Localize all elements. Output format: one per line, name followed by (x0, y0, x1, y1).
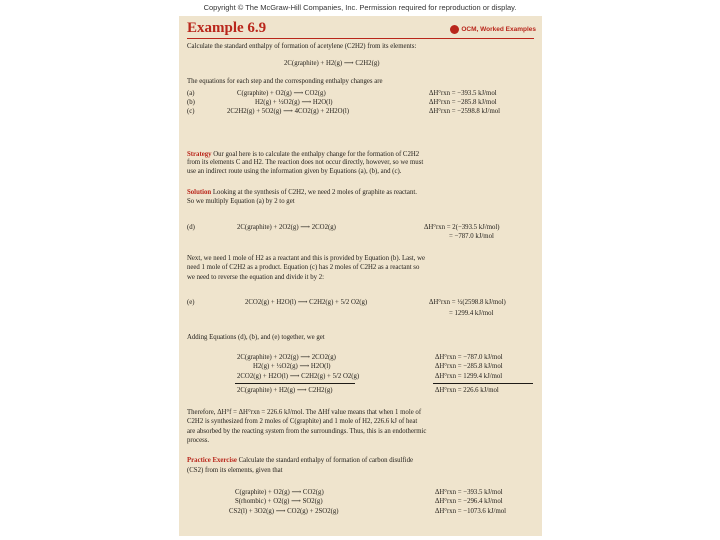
sum-result-enthalpy: ΔH°rxn = 226.6 kJ/mol (435, 387, 499, 394)
eq-b: H2(g) + ½O2(g) ⟶ H2O(l) (255, 99, 333, 106)
eq-a-label: (a) (187, 90, 195, 97)
eq-b-enthalpy: ΔH°rxn = −285.8 kJ/mol (429, 99, 497, 106)
therefore-line-3: are absorbed by the reacting system from the surroundings. Thus, this is an endothermic (187, 428, 427, 435)
main-equation: 2C(graphite) + H2(g) ⟶ C2H2(g) (284, 60, 380, 67)
eq-d-label: (d) (187, 224, 195, 231)
eq-a: C(graphite) + O2(g) ⟶ CO2(g) (237, 90, 326, 97)
solution-line-2: So we multiply Equation (a) by 2 to get (187, 198, 295, 205)
practice-eq-2: S(rhombic) + O2(g) ⟶ SO2(g) (235, 498, 323, 505)
next-line-1: Next, we need 1 mole of H2 as a reactant and this is provided by Equation (b). Last, we (187, 255, 426, 262)
strategy-line-3: use an indirect route using the information given by Equations (a), (b), and (c). (187, 168, 402, 175)
strategy-paragraph (187, 151, 419, 159)
practice-line-2: (CS2) from its elements, given that (187, 467, 283, 474)
sum-eq-2-enthalpy: ΔH°rxn = −285.8 kJ/mol (435, 363, 503, 370)
eq-c-label: (c) (187, 108, 195, 115)
eq-a-enthalpy: ΔH°rxn = −393.5 kJ/mol (429, 90, 497, 97)
next-line-3: we need to reverse the equation and divide it by 2: (187, 274, 325, 281)
sum-eq-2: H2(g) + ½O2(g) ⟶ H2O(l) (253, 363, 331, 370)
title-rule (187, 38, 534, 39)
solution-line-1: Looking at the synthesis of C2H2, we need 2 moles of graphite as reactant. (212, 189, 417, 196)
practice-eq-3-enthalpy: ΔH°rxn = −1073.6 kJ/mol (435, 508, 507, 515)
practice-paragraph (187, 457, 413, 465)
practice-line-1: Calculate the standard enthalpy of formation of carbon disulfide (238, 457, 413, 464)
adding-text: Adding Equations (d), (b), and (e) together, we get (187, 334, 325, 341)
practice-eq-1-enthalpy: ΔH°rxn = −393.5 kJ/mol (435, 489, 503, 496)
eq-e-enthalpy: ΔH°rxn = ½(2598.8 kJ/mol) (429, 299, 506, 306)
copyright-notice: Copyright © The McGraw-Hill Companies, Inc. Permission required for reproduction or display. (203, 3, 517, 12)
strategy-line-2: from its elements C and H2. The reaction does not occur directly, however, so we must (187, 159, 424, 166)
eq-b-label: (b) (187, 99, 195, 106)
eq-e-result: = 1299.4 kJ/mol (449, 310, 494, 317)
practice-label: Practice Exercise (187, 457, 237, 464)
sum-eq-1-enthalpy: ΔH°rxn = −787.0 kJ/mol (435, 354, 503, 361)
therefore-line-1: Therefore, ΔH°f = ΔH°rxn = 226.6 kJ/mol. The ΔHf value means that when 1 mole of (187, 409, 422, 416)
eq-d-result: = −787.0 kJ/mol (449, 233, 494, 240)
textbook-page (179, 16, 542, 536)
practice-eq-2-enthalpy: ΔH°rxn = −296.4 kJ/mol (435, 498, 503, 505)
sum-rule-left (235, 383, 355, 384)
eq-e-label: (e) (187, 299, 195, 306)
sum-result-eq: 2C(graphite) + H2(g) ⟶ C2H2(g) (237, 387, 333, 394)
solution-label: Solution (187, 189, 212, 196)
sum-eq-3: 2CO2(g) + H2O(l) ⟶ C2H2(g) + 5/2 O2(g) (237, 373, 360, 380)
strategy-label: Strategy (187, 151, 212, 158)
next-line-2: need 1 mole of C2H2 as a product. Equation (c) has 2 moles of C2H2 as a reactant so (187, 264, 420, 271)
eq-d: 2C(graphite) + 2O2(g) ⟶ 2CO2(g) (237, 224, 336, 231)
strategy-line-1: Our goal here is to calculate the enthalpy change for the formation of C2H2 (213, 151, 420, 158)
sum-eq-3-enthalpy: ΔH°rxn = 1299.4 kJ/mol (435, 373, 503, 380)
therefore-line-4: process. (187, 437, 210, 444)
ocm-logo-icon (450, 25, 459, 34)
practice-eq-3: CS2(l) + 3O2(g) ⟶ CO2(g) + 2SO2(g) (229, 508, 339, 515)
steps-intro: The equations for each step and the corresponding enthalpy changes are (187, 78, 383, 85)
sum-eq-1: 2C(graphite) + 2O2(g) ⟶ 2CO2(g) (237, 354, 336, 361)
practice-eq-1: C(graphite) + O2(g) ⟶ CO2(g) (235, 489, 324, 496)
example-title: Example 6.9 (187, 20, 267, 36)
badge-label: OCM, Worked Examples (461, 26, 536, 33)
eq-d-enthalpy: ΔH°rxn = 2(−393.5 kJ/mol) (424, 224, 500, 231)
eq-c-enthalpy: ΔH°rxn = −2598.8 kJ/mol (429, 108, 501, 115)
therefore-line-2: C2H2 is synthesized from 2 moles of C(graphite) and 1 mole of H2, 226.6 kJ of heat (187, 418, 418, 425)
eq-e: 2CO2(g) + H2O(l) ⟶ C2H2(g) + 5/2 O2(g) (245, 299, 368, 306)
worked-examples-badge[interactable] (450, 25, 536, 34)
solution-paragraph (187, 189, 417, 197)
intro-text: Calculate the standard enthalpy of formation of acetylene (C2H2) from its elements: (187, 43, 417, 50)
sum-rule-right (433, 383, 533, 384)
eq-c: 2C2H2(g) + 5O2(g) ⟶ 4CO2(g) + 2H2O(l) (227, 108, 349, 115)
